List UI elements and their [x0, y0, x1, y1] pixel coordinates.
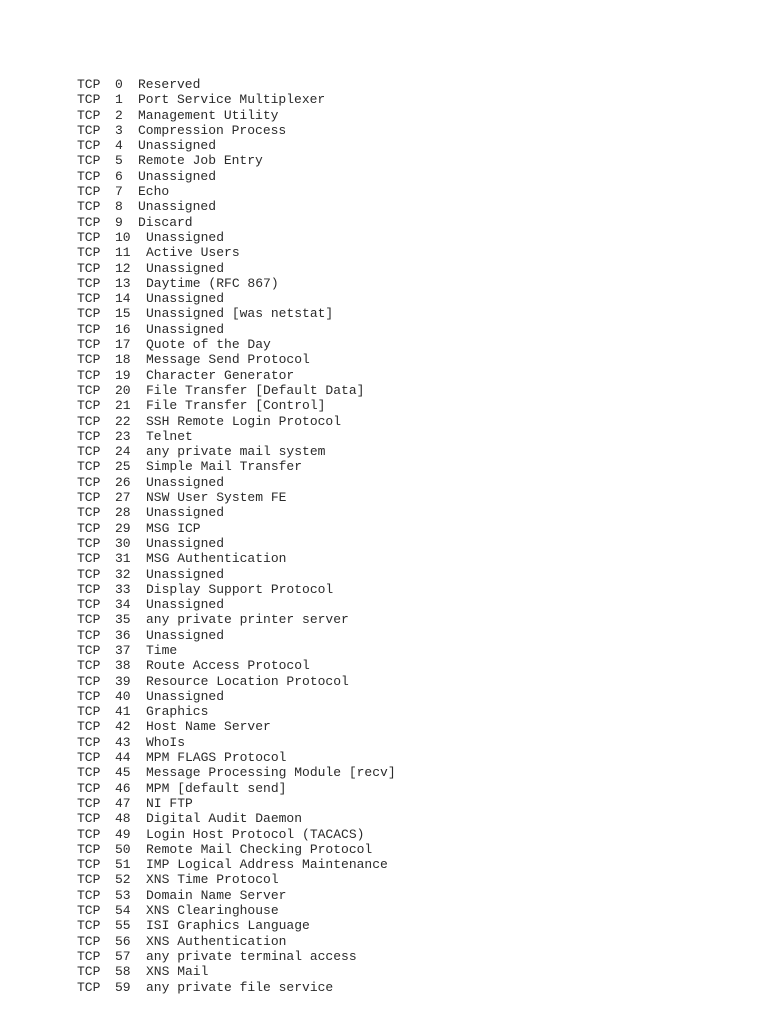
protocol-label: TCP: [77, 199, 101, 215]
port-number: 27: [115, 490, 131, 506]
protocol-label: TCP: [77, 398, 101, 414]
port-number: 30: [115, 535, 131, 551]
protocol-label: TCP: [77, 352, 101, 368]
service-description: Graphics: [146, 704, 209, 720]
protocol-label: TCP: [77, 214, 101, 230]
protocol-label: TCP: [77, 857, 101, 873]
port-number: 9: [115, 214, 123, 230]
protocol-label: TCP: [77, 704, 101, 720]
port-number: 23: [115, 428, 131, 444]
protocol-label: TCP: [77, 306, 101, 322]
service-description: Management Utility: [138, 107, 279, 123]
protocol-label: TCP: [77, 765, 101, 781]
protocol-label: TCP: [77, 933, 101, 949]
protocol-label: TCP: [77, 428, 101, 444]
protocol-label: TCP: [77, 490, 101, 506]
port-number: 14: [115, 291, 131, 307]
protocol-label: TCP: [77, 964, 101, 980]
service-description: Discard: [138, 214, 193, 230]
protocol-label: TCP: [77, 107, 101, 123]
service-description: Telnet: [146, 428, 193, 444]
port-number: 33: [115, 581, 131, 597]
protocol-label: TCP: [77, 413, 101, 429]
protocol-label: TCP: [77, 780, 101, 796]
port-number: 18: [115, 352, 131, 368]
port-number: 12: [115, 260, 131, 276]
protocol-label: TCP: [77, 367, 101, 383]
protocol-label: TCP: [77, 138, 101, 154]
protocol-label: TCP: [77, 153, 101, 169]
service-description: NI FTP: [146, 795, 193, 811]
protocol-label: TCP: [77, 903, 101, 919]
port-number: 26: [115, 474, 131, 490]
protocol-label: TCP: [77, 872, 101, 888]
service-description: MSG ICP: [146, 520, 201, 536]
protocol-label: TCP: [77, 658, 101, 674]
port-number: 3: [115, 122, 123, 138]
port-number: 42: [115, 719, 131, 735]
service-description: Unassigned: [146, 229, 225, 245]
protocol-label: TCP: [77, 551, 101, 567]
protocol-label: TCP: [77, 612, 101, 628]
port-number: 43: [115, 734, 131, 750]
port-number: 25: [115, 459, 131, 475]
port-number: 21: [115, 398, 131, 414]
protocol-label: TCP: [77, 597, 101, 613]
port-number: 52: [115, 872, 131, 888]
protocol-label: TCP: [77, 382, 101, 398]
service-description: XNS Time Protocol: [146, 872, 279, 888]
port-number: 58: [115, 964, 131, 980]
protocol-label: TCP: [77, 979, 101, 995]
protocol-label: TCP: [77, 887, 101, 903]
protocol-label: TCP: [77, 627, 101, 643]
protocol-label: TCP: [77, 841, 101, 857]
port-number: 41: [115, 704, 131, 720]
service-description: Unassigned: [146, 566, 225, 582]
service-description: Reserved: [138, 77, 201, 92]
protocol-label: TCP: [77, 474, 101, 490]
service-description: Time: [146, 642, 178, 658]
service-description: Message Processing Module [recv]: [146, 765, 396, 781]
port-number: 57: [115, 948, 131, 964]
service-description: Port Service Multiplexer: [138, 92, 326, 108]
service-description: Unassigned: [138, 138, 217, 154]
port-number: 36: [115, 627, 131, 643]
port-number: 19: [115, 367, 131, 383]
service-description: Unassigned: [146, 474, 225, 490]
service-description: any private file service: [146, 979, 334, 995]
service-description: MPM [default send]: [146, 780, 287, 796]
port-number: 48: [115, 811, 131, 827]
port-number: 44: [115, 750, 131, 766]
protocol-label: TCP: [77, 77, 101, 92]
port-number: 45: [115, 765, 131, 781]
port-number: 35: [115, 612, 131, 628]
service-description: File Transfer [Control]: [146, 398, 326, 414]
port-number: 49: [115, 826, 131, 842]
port-number: 13: [115, 275, 131, 291]
service-description: Domain Name Server: [146, 887, 287, 903]
service-description: MSG Authentication: [146, 551, 287, 567]
port-number: 2: [115, 107, 123, 123]
protocol-label: TCP: [77, 826, 101, 842]
service-description: Resource Location Protocol: [146, 673, 349, 689]
protocol-label: TCP: [77, 459, 101, 475]
port-number: 1: [115, 92, 123, 108]
protocol-label: TCP: [77, 948, 101, 964]
port-number: 17: [115, 337, 131, 353]
protocol-label: TCP: [77, 184, 101, 200]
protocol-label: TCP: [77, 719, 101, 735]
port-number: 31: [115, 551, 131, 567]
port-number: 39: [115, 673, 131, 689]
service-description: Active Users: [146, 245, 240, 261]
service-description: Remote Mail Checking Protocol: [146, 841, 373, 857]
service-description: XNS Clearinghouse: [146, 903, 279, 919]
service-description: Unassigned: [146, 260, 225, 276]
port-number: 40: [115, 688, 131, 704]
service-description: Unassigned [was netstat]: [146, 306, 334, 322]
protocol-label: TCP: [77, 566, 101, 582]
port-number: 37: [115, 642, 131, 658]
port-number: 56: [115, 933, 131, 949]
service-description: Echo: [138, 184, 170, 200]
service-description: SSH Remote Login Protocol: [146, 413, 342, 429]
port-number: 24: [115, 444, 131, 460]
service-description: MPM FLAGS Protocol: [146, 750, 287, 766]
port-number: 28: [115, 505, 131, 521]
protocol-label: TCP: [77, 581, 101, 597]
service-description: any private mail system: [146, 444, 326, 460]
service-description: Unassigned: [146, 627, 225, 643]
service-description: any private printer server: [146, 612, 349, 628]
port-number: 16: [115, 321, 131, 337]
protocol-label: TCP: [77, 642, 101, 658]
protocol-label: TCP: [77, 229, 101, 245]
service-description: Display Support Protocol: [146, 581, 334, 597]
service-description: Unassigned: [146, 321, 225, 337]
service-description: Unassigned: [146, 535, 225, 551]
service-description: Unassigned: [138, 168, 217, 184]
port-number: 6: [115, 168, 123, 184]
port-number: 0: [115, 77, 123, 92]
port-number: 50: [115, 841, 131, 857]
protocol-label: TCP: [77, 168, 101, 184]
service-description: Unassigned: [138, 199, 217, 215]
protocol-label: TCP: [77, 92, 101, 108]
service-description: NSW User System FE: [146, 490, 287, 506]
protocol-label: TCP: [77, 245, 101, 261]
protocol-label: TCP: [77, 811, 101, 827]
port-number: 46: [115, 780, 131, 796]
service-description: Daytime (RFC 867): [146, 275, 279, 291]
port-number: 47: [115, 795, 131, 811]
service-description: Simple Mail Transfer: [146, 459, 303, 475]
port-number: 15: [115, 306, 131, 322]
port-number: 55: [115, 918, 131, 934]
port-number: 38: [115, 658, 131, 674]
port-number: 51: [115, 857, 131, 873]
port-number: 5: [115, 153, 123, 169]
service-description: WhoIs: [146, 734, 186, 750]
service-description: any private terminal access: [146, 948, 357, 964]
protocol-label: TCP: [77, 337, 101, 353]
port-number: 20: [115, 382, 131, 398]
port-number: 11: [115, 245, 131, 261]
port-number: 7: [115, 184, 123, 200]
port-number: 59: [115, 979, 131, 995]
service-description: Unassigned: [146, 291, 225, 307]
port-number: 8: [115, 199, 123, 215]
protocol-label: TCP: [77, 795, 101, 811]
protocol-label: TCP: [77, 122, 101, 138]
protocol-label: TCP: [77, 321, 101, 337]
protocol-label: TCP: [77, 673, 101, 689]
port-number: 29: [115, 520, 131, 536]
port-number: 53: [115, 887, 131, 903]
port-number: 22: [115, 413, 131, 429]
service-description: Unassigned: [146, 688, 225, 704]
service-description: Route Access Protocol: [146, 658, 310, 674]
protocol-label: TCP: [77, 505, 101, 521]
protocol-label: TCP: [77, 291, 101, 307]
protocol-label: TCP: [77, 918, 101, 934]
service-description: Host Name Server: [146, 719, 271, 735]
service-description: XNS Mail: [146, 964, 209, 980]
service-description: Quote of the Day: [146, 337, 271, 353]
port-number: 10: [115, 229, 131, 245]
service-description: Character Generator: [146, 367, 295, 383]
protocol-label: TCP: [77, 535, 101, 551]
service-description: Digital Audit Daemon: [146, 811, 303, 827]
service-description: Unassigned: [146, 597, 225, 613]
port-number: 32: [115, 566, 131, 582]
protocol-label: TCP: [77, 688, 101, 704]
service-description: Compression Process: [138, 122, 287, 138]
service-description: File Transfer [Default Data]: [146, 382, 365, 398]
port-number: 4: [115, 138, 123, 154]
service-description: IMP Logical Address Maintenance: [146, 857, 388, 873]
protocol-label: TCP: [77, 520, 101, 536]
port-number: 34: [115, 597, 131, 613]
service-description: Message Send Protocol: [146, 352, 310, 368]
port-number: 54: [115, 903, 131, 919]
service-description: XNS Authentication: [146, 933, 287, 949]
protocol-label: TCP: [77, 734, 101, 750]
protocol-label: TCP: [77, 275, 101, 291]
service-description: ISI Graphics Language: [146, 918, 310, 934]
service-description: Unassigned: [146, 505, 225, 521]
protocol-label: TCP: [77, 260, 101, 276]
protocol-label: TCP: [77, 444, 101, 460]
protocol-label: TCP: [77, 750, 101, 766]
service-description: Login Host Protocol (TACACS): [146, 826, 365, 842]
service-description: Remote Job Entry: [138, 153, 263, 169]
